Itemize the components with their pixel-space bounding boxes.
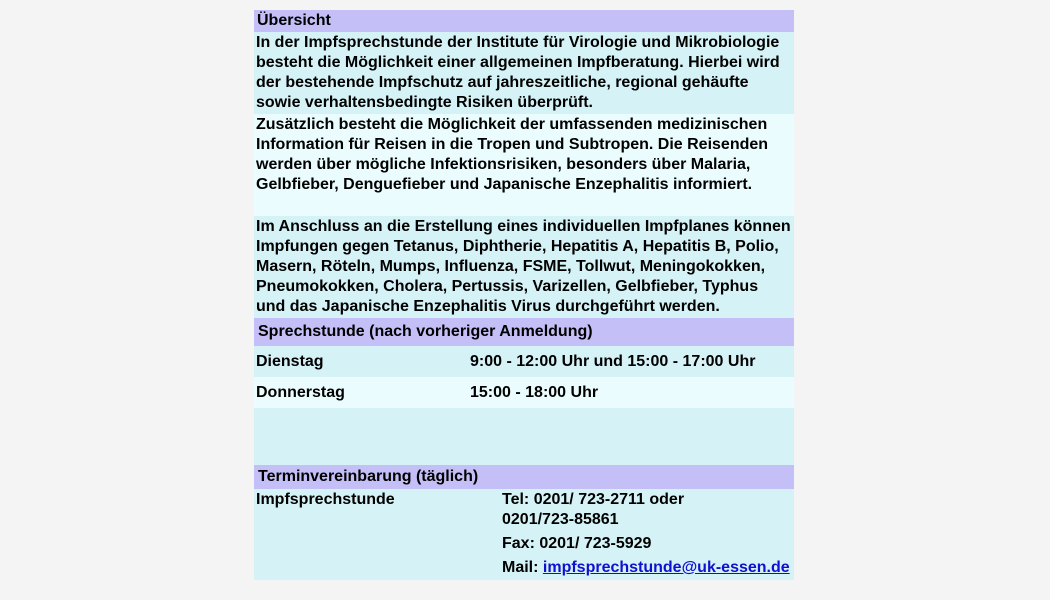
schedule-time: 15:00 - 18:00 Uhr bbox=[470, 384, 599, 401]
phone-numbers bbox=[502, 490, 794, 530]
vaccination-info-panel bbox=[254, 10, 794, 580]
spacer bbox=[254, 196, 794, 216]
mail-line bbox=[502, 558, 794, 578]
fax-number: Fax: 0201/ 723-5929 bbox=[502, 535, 652, 552]
schedule-empty-area bbox=[254, 408, 794, 465]
email-link[interactable]: impfsprechstunde@uk-essen.de bbox=[542, 559, 790, 576]
schedule-heading: Sprechstunde (nach vorheriger Anmeldung) bbox=[254, 318, 794, 346]
appointment-heading: Terminvereinbarung (täglich) bbox=[254, 465, 794, 489]
schedule-day: Dienstag bbox=[256, 353, 324, 370]
overview-paragraph-3: Im Anschluss an die Erstellung eines individuellen Impfplanes können Impfungen gegen Tetanus, Diphtherie, Hepatitis A, Hepatitis B, Polio, Masern, Röteln, Mumps, Influenza, FSME, Tollwut, Meningokokken, Pneumokokken, Cholera, Pertussis, Varizellen, Gelbfieber, Typhus und das Japanische Enzephalitis Virus durchgeführt werden. bbox=[254, 216, 794, 318]
schedule-time: 9:00 - 12:00 Uhr und 15:00 - 17:00 Uhr bbox=[470, 353, 756, 370]
phone-line-2: 0201/723-85861 bbox=[502, 511, 619, 528]
phone-line-1: Tel: 0201/ 723-2711 oder bbox=[502, 491, 685, 508]
appointment-contact-row bbox=[254, 489, 794, 580]
schedule-row-tuesday bbox=[254, 346, 794, 377]
mail-label: Mail: bbox=[502, 559, 543, 576]
overview-heading: Übersicht bbox=[254, 10, 794, 32]
overview-paragraph-1: In der Impfsprechstunde der Institute für Virologie und Mikrobiologie besteht die Möglichkeit einer allgemeinen Impfberatung. Hierbei wird der bestehende Impfschutz auf jahreszeitliche, regional gehäufte sowie verhaltensbedingte Risiken überprüft. bbox=[254, 32, 794, 114]
overview-paragraph-2: Zusätzlich besteht die Möglichkeit der umfassenden medizinischen Information für Reisen in die Tropen und Subtropen. Die Reisenden werden über mögliche Infektionsrisiken, besonders über Malaria, Gelbfieber, Denguefieber und Japanische Enzephalitis informiert. bbox=[254, 114, 794, 196]
schedule-row-thursday bbox=[254, 377, 794, 408]
appointment-label: Impfsprechstunde bbox=[256, 491, 395, 508]
appointment-contact-details bbox=[502, 490, 794, 578]
schedule-day: Donnerstag bbox=[256, 384, 345, 401]
